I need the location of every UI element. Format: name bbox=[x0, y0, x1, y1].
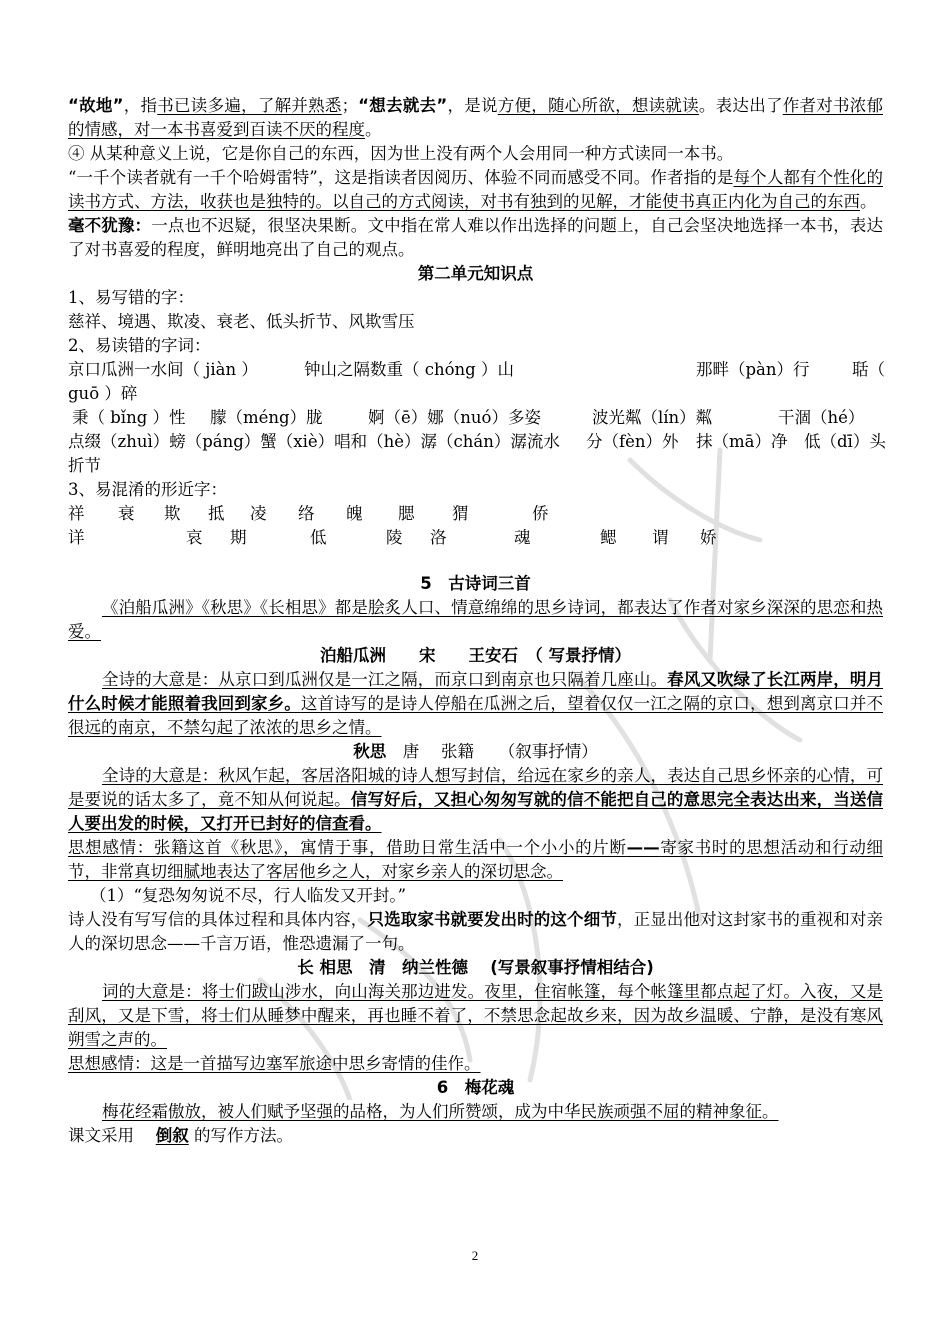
poem-changxiangsi-feeling: 思想感情：这是一首描写边塞军旅途中思乡寄情的佳作。 bbox=[68, 1054, 481, 1073]
similar-char: 低 bbox=[310, 528, 327, 547]
underlined-text: 每个人都有个性化的读书方式、方法，收获也是独特的。以自己的方式阅读，对书有独到的见解，才能使书真正内化为自己的东西 bbox=[68, 168, 883, 211]
term-gudi: “故地” bbox=[68, 96, 124, 115]
section-heading-unit2: 第二单元知识点 bbox=[417, 264, 534, 283]
underlined-text: 全诗的大意是：秋风乍起，客居洛阳城的诗人想写封信，给远在家乡的亲人，表达自己思乡怀亲的心情，可是要说的话太多了，竟不知从何说起。 bbox=[68, 766, 883, 809]
text: ，是说 bbox=[447, 96, 498, 115]
text: 思想感情：张籍这首《秋思》，寓情于事，借助日常生活中一个小小的片断 bbox=[68, 838, 627, 857]
misread-item: 婀（ē）娜（nuó）多姿 bbox=[368, 408, 541, 427]
misread-item: 聒（ bbox=[852, 360, 885, 379]
text: 一点也不迟疑，很坚决果断。文中指在常人难以作出选择的问题上，自己会坚决地选择一本书，表达了对书喜爱的程度，鲜明地亮出了自己的观点。 bbox=[68, 216, 884, 259]
similar-char: 侨 bbox=[532, 504, 549, 523]
text: 寄家书时的思想活动和行动细节，非常真切细腻地表达了客居他乡之人，对家乡亲人的深切思念。 bbox=[68, 838, 884, 881]
misread-item: 朦（méng）胧 bbox=[210, 408, 323, 427]
misread-item: 低（dī）头 bbox=[804, 432, 886, 451]
misread-item: 抹（mā）净 bbox=[696, 432, 788, 451]
subheading-easy-wrong-chars: 1、易写错的字： bbox=[68, 288, 194, 307]
similar-char: 洛 bbox=[430, 528, 447, 547]
paragraph-gudi bbox=[68, 94, 883, 142]
text: 的写作方法。 bbox=[194, 1126, 293, 1145]
similar-char: 哀 bbox=[186, 528, 203, 547]
bold-underlined-text: 信写好后，又担心匆匆写就的信不能把自己的意思完全表达出来，当送信人要出发的时候，又打开已封好的信查看。 bbox=[68, 790, 884, 833]
similar-char: 腮 bbox=[398, 504, 415, 523]
lesson-6-heading: 6 梅花魂 bbox=[436, 1078, 515, 1097]
spacer bbox=[68, 550, 883, 572]
poem-author: 唐 张籍 （叙事抒情） bbox=[402, 742, 598, 761]
text: 课文采用 bbox=[68, 1126, 134, 1145]
misread-item: 分（fèn）外 bbox=[586, 432, 679, 451]
similar-char: 猬 bbox=[452, 504, 469, 523]
misread-item: 京口瓜洲一水间（ jiàn ） bbox=[68, 360, 258, 379]
misread-item: 钟山之隔数重（ chóng ）山 bbox=[304, 360, 514, 379]
similar-char: 魄 bbox=[346, 504, 363, 523]
misread-item: 干涸（hé） bbox=[778, 408, 865, 427]
text: “一千个读者就有一千个哈姆雷特”，这是指读者因阅历、体验不同而感受不同。作者指的是 bbox=[68, 168, 734, 187]
poem-heading-bochuanguazhou: 泊船瓜洲 宋 王安石 （ 写景抒情） bbox=[320, 646, 631, 665]
misread-row-3-cont: 折节 bbox=[68, 456, 101, 475]
poem-qiusi-analysis bbox=[68, 908, 883, 956]
misread-row-1-cont: guō ）碎 bbox=[68, 384, 138, 403]
page-number: 2 bbox=[471, 1248, 479, 1263]
misread-item: 秉（ bǐng ）性 bbox=[72, 408, 186, 427]
text: 。 bbox=[860, 192, 877, 211]
lesson-6-intro: 梅花经霜傲放，被人们赋予坚强的品格，为人们所赞颂，成为中华民族顽强不屈的精神象征。 bbox=[102, 1102, 779, 1121]
poem-heading-changxiangsi: 长 相思 清 纳兰性德 (写景叙事抒情相结合) bbox=[297, 958, 654, 977]
paragraph-hamlet bbox=[68, 166, 883, 214]
similar-char: 期 bbox=[230, 528, 247, 547]
bold-underlined-text: 倒叙 bbox=[155, 1126, 189, 1145]
dash: —— bbox=[626, 838, 660, 857]
misread-item: 波光粼（lín）粼 bbox=[592, 408, 713, 427]
document-page bbox=[68, 94, 886, 1148]
similar-char: 祥 bbox=[68, 504, 85, 523]
poem-qiusi-meaning bbox=[68, 764, 883, 836]
text: 诗人没有写写信的具体过程和具体内容， bbox=[68, 910, 368, 929]
similar-chars-row-2 bbox=[68, 526, 883, 550]
underlined-text: 这首诗写的是诗人停船在瓜洲之后，望着仅仅一江之隔的京口，想到离京口并不很远的南京，不禁勾起了浓浓的思乡之情。 bbox=[68, 694, 884, 737]
similar-char: 络 bbox=[298, 504, 315, 523]
misread-row-3 bbox=[68, 430, 886, 454]
misread-item: 那畔（pàn）行 bbox=[696, 360, 810, 379]
similar-char: 抵 bbox=[208, 504, 225, 523]
misread-item: 点缀（zhuì）螃（páng）蟹（xiè）唱和（hè）潺（chán）潺流水 bbox=[68, 432, 560, 451]
subheading-similar-chars: 3、易混淆的形近字： bbox=[68, 480, 227, 499]
lesson-5-intro: 《泊船瓜洲》《秋思》《长相思》都是脍炙人口、情意绵绵的思乡诗词，都表达了作者对家乡深深的思恋和热爱。 bbox=[68, 598, 883, 641]
lesson-6-method bbox=[68, 1124, 883, 1148]
similar-char: 魂 bbox=[514, 528, 531, 547]
text: ，正显出他对这封家书的重视和对亲人的深切思念——千言万语，惟恐遗漏了一句。 bbox=[68, 910, 884, 953]
underlined-text: 全诗的大意是：从京口到瓜洲仅是一江之隔，而京口到南京也只隔着几座山。 bbox=[102, 670, 668, 689]
text: ，指 bbox=[123, 96, 158, 115]
poem-changxiangsi-meaning: 词的大意是：将士们跋山涉水，向山海关那边进发。夜里，住宿帐篷，每个帐篷里都点起了灯。入夜，又是刮风，又是下雪，将士们从睡梦中醒来，再也睡不着了，不禁思念起故乡来，因为故乡温暖、宁静，是没有寒风朔雪之声的。 bbox=[68, 982, 883, 1049]
paragraph-haobuyouyu bbox=[68, 214, 883, 262]
misread-row-1 bbox=[68, 358, 883, 382]
similar-chars-row-1 bbox=[68, 502, 883, 526]
similar-char: 凌 bbox=[250, 504, 267, 523]
term-xiangqujiuqu: “想去就去” bbox=[358, 96, 448, 115]
similar-char: 娇 bbox=[700, 528, 717, 547]
similar-char: 鳃 bbox=[600, 528, 617, 547]
underlined-text: 方便，随心所欲，想读就读 bbox=[497, 96, 699, 115]
text: ； bbox=[341, 96, 359, 115]
misread-row-2 bbox=[68, 406, 883, 430]
paragraph-point-4: ④ 从某种意义上说，它是你自己的东西，因为世上没有两个人会用同一种方式读同一本书。 bbox=[68, 144, 734, 163]
easy-wrong-chars-list: 慈祥、境遇、欺凌、衰老、低头折节、风欺雪压 bbox=[68, 312, 415, 331]
poem-bochuanguazhou-meaning bbox=[68, 668, 883, 740]
poem-qiusi-feeling bbox=[68, 836, 883, 884]
similar-char: 谓 bbox=[652, 528, 669, 547]
text: 。 bbox=[365, 120, 382, 139]
poem-title: 秋思 bbox=[353, 742, 387, 761]
similar-char: 陵 bbox=[386, 528, 403, 547]
poem-qiusi-quote: （1）“复恐匆匆说不尽，行人临发又开封。” bbox=[90, 886, 407, 905]
term-haobuyouyu: 毫不犹豫： bbox=[68, 216, 152, 235]
similar-char: 欺 bbox=[164, 504, 181, 523]
similar-char: 衰 bbox=[118, 504, 135, 523]
subheading-easy-misread: 2、易读错的字词： bbox=[68, 336, 211, 355]
text: 。表达出了 bbox=[698, 96, 783, 115]
underlined-text: 作者对书浓郁的情感，对一本书喜爱到百读不厌的程度 bbox=[68, 96, 884, 139]
bold-text: 只选取家书就要发出时的这个细节 bbox=[367, 910, 617, 929]
underlined-text: 书已读多遍，了解并熟悉 bbox=[157, 96, 342, 115]
bold-underlined-text: 春风又吹绿了长江两岸，明月什么时候才能照着我回到家乡。 bbox=[68, 670, 884, 713]
poem-heading-qiusi bbox=[68, 740, 883, 764]
lesson-5-heading: 5 古诗词三首 bbox=[420, 574, 531, 593]
similar-char: 详 bbox=[68, 528, 85, 547]
